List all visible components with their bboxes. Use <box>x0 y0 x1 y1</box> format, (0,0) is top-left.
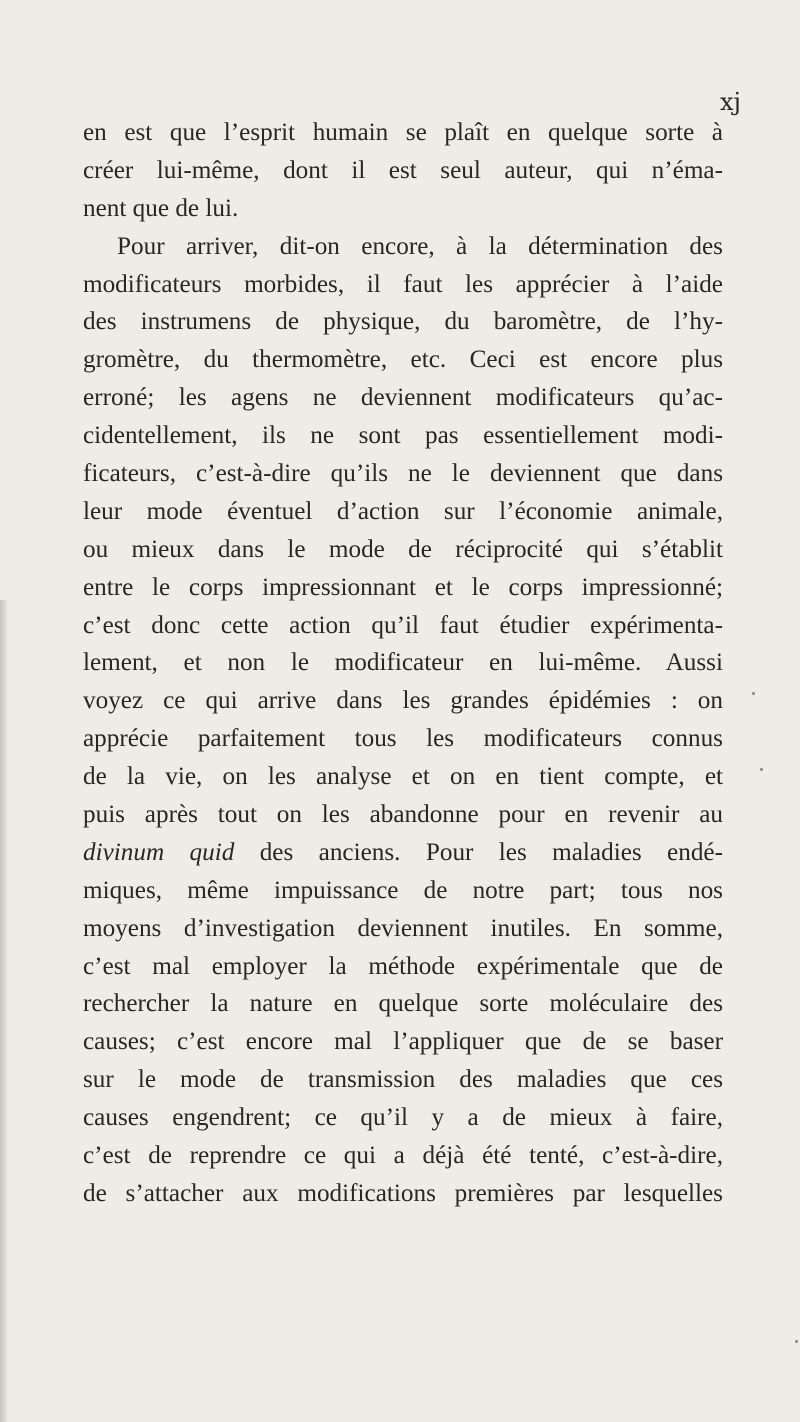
text-line: apprécie parfaitement tous les modificateurs connus <box>83 725 723 753</box>
text-line: moyens d’investigation deviennent inutiles. En somme, <box>83 914 723 942</box>
text-line: de s’attacher aux modifications premières par lesquelles <box>83 1179 723 1207</box>
text-line: modificateurs morbides, il faut les apprécier à l’aide <box>83 270 723 298</box>
text-line <box>83 834 723 872</box>
text-segment: des anciens. Pour les maladies endé- <box>234 838 723 866</box>
text-line: ficateurs, c’est-à-dire qu’ils ne le deviennent que dans <box>83 460 723 488</box>
italic-phrase: divinum quid <box>83 838 235 866</box>
text-line: lement, et non le modificateur en lui-même. Aussi <box>83 649 723 677</box>
text-line: cidentellement, ils ne sont pas essentiellement modi- <box>83 422 723 450</box>
text-line: erroné; les agens ne deviennent modificateurs qu’ac- <box>83 384 723 412</box>
text-line: gromètre, du thermomètre, etc. Ceci est encore plus <box>83 346 723 374</box>
text-line: entre le corps impressionnant et le corps impressionné; <box>83 573 723 601</box>
text-line: miques, même impuissance de notre part; tous nos <box>83 876 723 904</box>
text-line: c’est de reprendre ce qui a déjà été tenté, c’est-à-dire, <box>83 1142 723 1170</box>
text-line: des instrumens de physique, du baromètre, de l’hy- <box>83 308 723 336</box>
text-line: causes; c’est encore mal l’appliquer que de se baser <box>83 1028 723 1056</box>
page-edge-shadow <box>0 600 7 1422</box>
text-line: ou mieux dans le mode de réciprocité qui s’établit <box>83 535 723 563</box>
text-line: rechercher la nature en quelque sorte moléculaire des <box>83 990 723 1018</box>
paper-speck <box>795 1340 798 1343</box>
text-line: voyez ce qui arrive dans les grandes épidémies : on <box>83 687 723 715</box>
text-line: c’est mal employer la méthode expérimentale que de <box>83 952 723 980</box>
paper-speck <box>752 692 755 695</box>
text-line: de la vie, on les analyse et on en tient compte, et <box>83 763 723 791</box>
text-line: Pour arriver, dit-on encore, à la détermination des <box>117 232 723 260</box>
text-line: nent que de lui. <box>83 194 239 222</box>
text-line: causes engendrent; ce qu’il y a de mieux à faire, <box>83 1104 723 1132</box>
paper-speck <box>760 768 763 771</box>
text-line: c’est donc cette action qu’il faut étudier expérimenta- <box>83 611 723 639</box>
text-line: sur le mode de transmission des maladies que ces <box>83 1066 723 1094</box>
text-line: puis après tout on les abandonne pour en revenir au <box>83 801 723 829</box>
text-line: en est que l’esprit humain se plaît en quelque sorte à <box>83 119 723 146</box>
text-line: créer lui-même, dont il est seul auteur, qui n’éma- <box>83 156 723 184</box>
body-text <box>83 114 723 1213</box>
text-line: leur mode éventuel d’action sur l’économie animale, <box>83 497 723 525</box>
page-number: xj <box>720 88 741 116</box>
